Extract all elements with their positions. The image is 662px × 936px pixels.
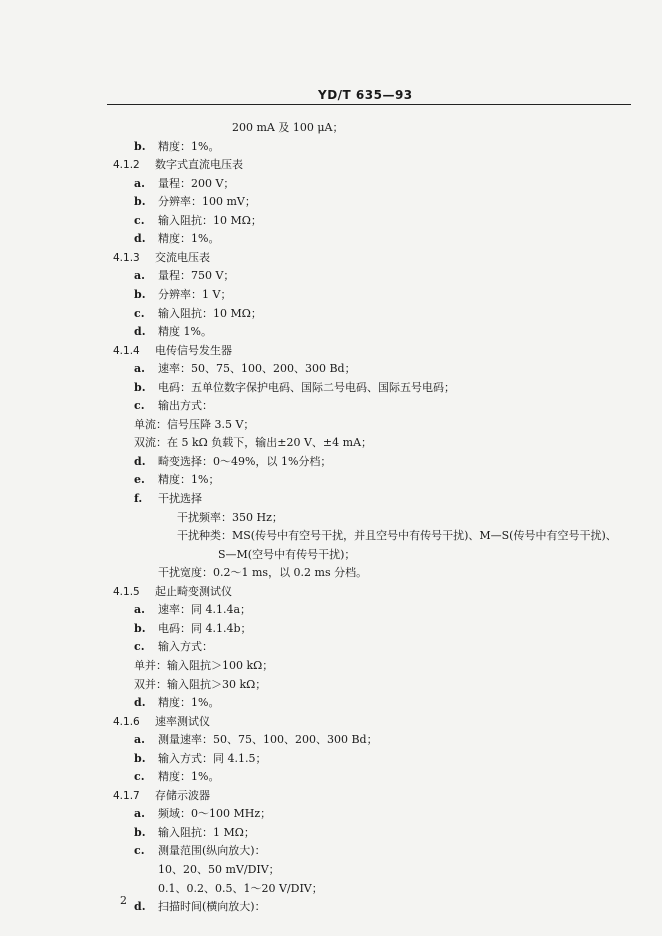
line-text: 精度：1%。	[158, 232, 220, 246]
item-marker: a.	[134, 362, 145, 376]
text-line	[134, 770, 219, 784]
line-text: 畸变选择：0～49%，以 1%分档；	[158, 454, 332, 468]
text-line	[134, 603, 251, 617]
text-line	[134, 640, 213, 654]
item-marker: c.	[134, 399, 145, 413]
text-line	[158, 863, 280, 877]
line-text: 输入方式：同 4.1.5；	[158, 751, 267, 765]
text-line	[218, 548, 355, 562]
item-marker: d.	[134, 454, 146, 468]
line-text: 量程：200 V；	[158, 176, 235, 190]
text-line	[134, 900, 266, 914]
item-marker: a.	[134, 807, 145, 821]
line-text: 双流：在 5 kΩ 负载下，输出±20 V、±4 mA；	[134, 436, 373, 450]
item-marker: c.	[134, 844, 145, 858]
page-number: 2	[120, 894, 127, 907]
line-text: 10、20、50 mV/DIV；	[158, 863, 280, 876]
text-line	[134, 269, 234, 283]
line-text: 电传信号发生器	[155, 343, 232, 357]
section-heading	[113, 251, 210, 265]
line-text: 输入方式：	[158, 640, 213, 654]
text-line	[134, 195, 256, 209]
line-text: 单并：输入阻抗＞100 kΩ；	[134, 658, 274, 672]
section-heading	[113, 715, 210, 729]
text-line	[134, 678, 266, 692]
item-marker: b.	[134, 825, 146, 839]
running-header: YD/T 635—93	[318, 88, 413, 102]
line-text: 测量范围(纵向放大)：	[158, 844, 266, 858]
line-text: 输入阻抗：10 MΩ；	[158, 213, 262, 227]
text-line	[134, 826, 255, 840]
text-line	[134, 659, 273, 673]
line-text: 速率：同 4.1.4a；	[158, 603, 252, 617]
line-text: 精度：1%；	[158, 473, 220, 487]
section-number: 4.1.6	[113, 715, 140, 728]
item-marker: d.	[134, 232, 146, 246]
line-text: 分辨率：1 V；	[158, 287, 232, 301]
item-marker: b.	[134, 380, 146, 394]
line-text: 精度：1%。	[158, 770, 220, 784]
line-text: 0.1、0.2、0.5、1～20 V/DIV；	[158, 881, 323, 895]
line-text: 双并：输入阻抗＞30 kΩ；	[134, 677, 267, 691]
header-rule	[107, 104, 631, 105]
line-text: S—M(空号中有传号干扰)；	[218, 547, 356, 561]
line-text: 单流：信号压降 3.5 V；	[134, 417, 255, 431]
section-number: 4.1.7	[113, 789, 140, 802]
line-text: 存储示波器	[155, 788, 210, 802]
section-heading	[113, 158, 243, 172]
text-line	[134, 362, 356, 376]
item-marker: e.	[134, 473, 145, 487]
item-marker: f.	[134, 492, 143, 505]
text-line	[134, 288, 231, 302]
line-text: 扫描时间(横向放大)：	[158, 900, 266, 914]
text-line	[134, 473, 219, 487]
line-text: 电码：五单位数字保护电码、国际二号电码、国际五号电码；	[158, 380, 455, 394]
text-line	[134, 177, 234, 191]
text-line	[134, 807, 271, 821]
line-text: 干扰频率：350 Hz；	[177, 510, 283, 524]
item-marker: a.	[134, 733, 145, 747]
line-text: 频域：0～100 MHz；	[158, 807, 272, 821]
text-line	[177, 529, 617, 543]
item-marker: a.	[134, 176, 145, 190]
line-text: 精度：1%。	[158, 696, 220, 710]
text-line	[134, 232, 219, 246]
line-text: 输入阻抗：10 MΩ；	[158, 306, 262, 320]
item-marker: c.	[134, 213, 145, 227]
item-marker: b.	[134, 621, 146, 635]
text-line	[134, 492, 202, 506]
text-line	[134, 622, 252, 636]
text-line	[232, 121, 343, 135]
text-line	[158, 882, 323, 896]
line-text: 分辨率：100 mV；	[158, 195, 256, 209]
item-marker: b.	[134, 195, 146, 209]
line-text: 数字式直流电压表	[155, 158, 243, 172]
item-marker: a.	[134, 269, 145, 283]
text-line	[134, 381, 455, 395]
text-line	[158, 566, 367, 580]
text-line	[134, 214, 262, 228]
text-line	[134, 399, 213, 413]
item-marker: b.	[134, 139, 146, 153]
line-text: 交流电压表	[155, 250, 210, 264]
item-marker: b.	[134, 287, 146, 301]
line-text: 精度：1%。	[158, 139, 220, 153]
text-line	[134, 733, 378, 747]
item-marker: c.	[134, 770, 145, 784]
item-marker: d.	[134, 900, 146, 914]
section-heading	[113, 585, 232, 599]
line-text: 干扰种类：MS(传号中有空号干扰，并且空号中有传号干扰)、M—S(传号中有空号干扰)、	[177, 529, 617, 543]
item-marker: c.	[134, 640, 145, 654]
item-marker: d.	[134, 696, 146, 710]
text-line	[134, 844, 266, 858]
line-text: 干扰选择	[158, 492, 202, 505]
text-line	[134, 752, 267, 766]
text-line	[134, 140, 219, 154]
line-text: 速率测试仪	[155, 714, 210, 728]
section-number: 4.1.5	[113, 585, 140, 598]
line-text: 输出方式：	[158, 399, 213, 413]
line-text: 起止畸变测试仪	[155, 584, 232, 598]
text-line	[134, 455, 331, 469]
text-line	[134, 307, 262, 321]
line-text: 量程：750 V；	[158, 269, 235, 283]
text-line	[134, 418, 254, 432]
item-marker: a.	[134, 603, 145, 617]
text-line	[134, 325, 212, 339]
line-text: 干扰宽度：0.2～1 ms，以 0.2 ms 分档。	[158, 566, 368, 580]
text-line	[134, 696, 219, 710]
line-text: 电码：同 4.1.4b；	[158, 621, 252, 635]
line-text: 速率：50、75、100、200、300 Bd；	[158, 362, 356, 376]
section-number: 4.1.2	[113, 159, 140, 172]
item-marker: c.	[134, 306, 145, 320]
section-heading	[113, 344, 232, 358]
section-heading	[113, 789, 210, 803]
line-text: 输入阻抗：1 MΩ；	[158, 825, 255, 839]
section-number: 4.1.3	[113, 251, 140, 264]
line-text: 200 mA 及 100 μA；	[232, 121, 344, 134]
item-marker: d.	[134, 325, 146, 339]
section-number: 4.1.4	[113, 344, 140, 357]
text-line	[134, 436, 372, 450]
line-text: 精度 1%。	[158, 325, 212, 339]
item-marker: b.	[134, 751, 146, 765]
text-line	[177, 511, 283, 525]
line-text: 测量速率：50、75、100、200、300 Bd；	[158, 733, 378, 747]
